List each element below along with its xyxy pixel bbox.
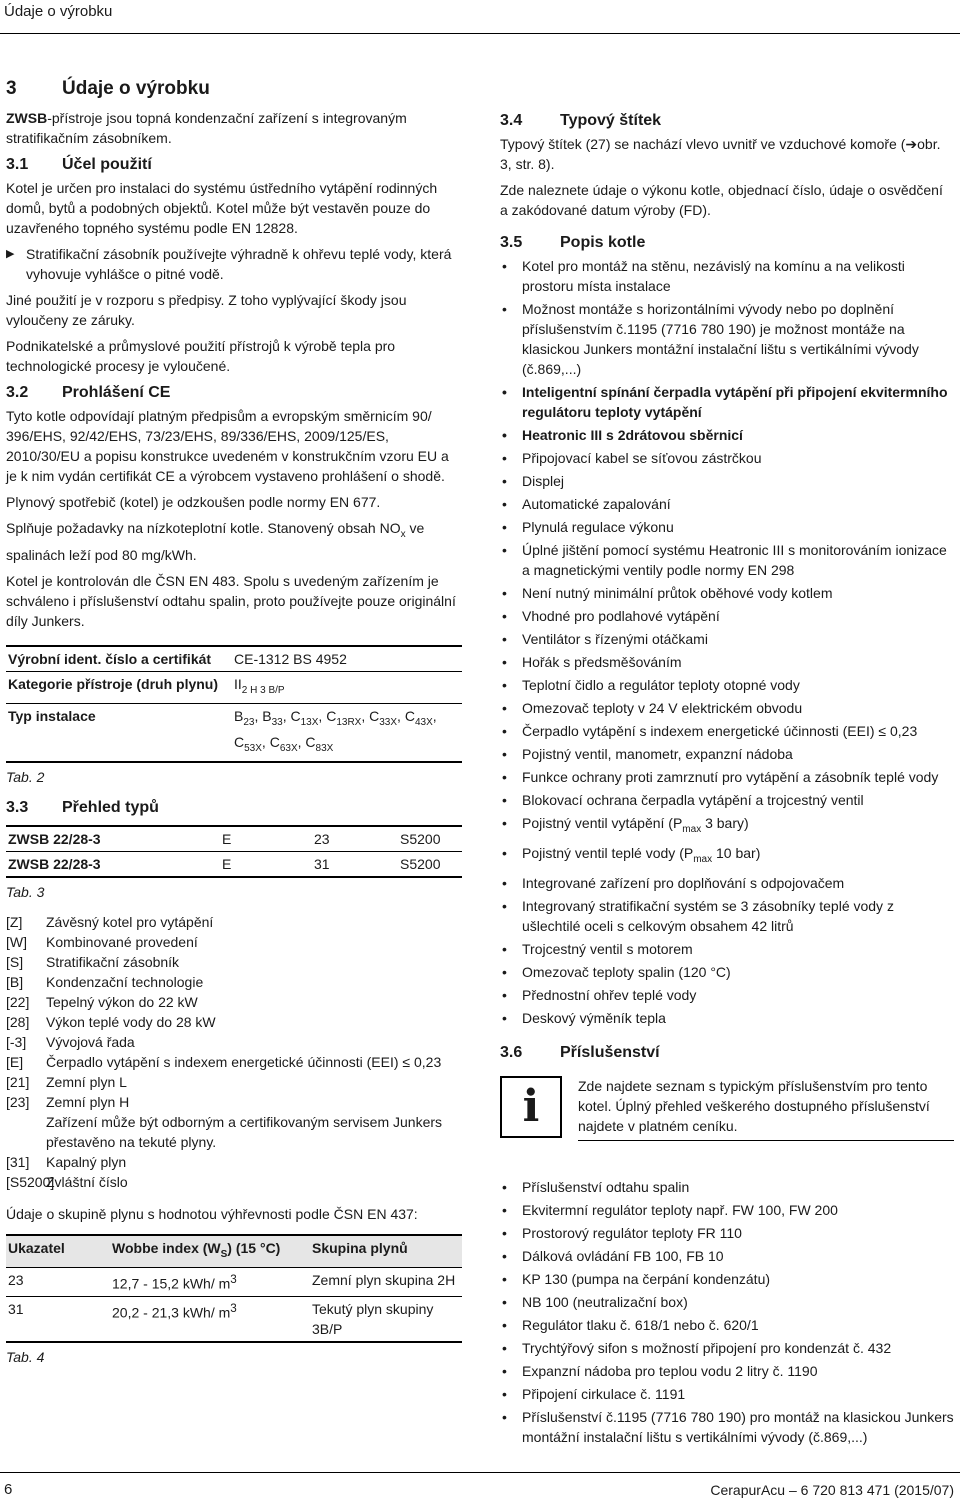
- section-3-4-heading: 3.4 Typový štítek: [500, 112, 662, 129]
- legend-item: [21] Zemní plyn L: [6, 1074, 127, 1091]
- installation-type: $B_{33}$: [262, 707, 283, 728]
- list-item: • Omezovač teploty v 24 V elektrickém obvodu: [500, 698, 954, 718]
- list-item: • Možnost montáže s horizontálními vývody nebo po doplnění příslušenstvím č.1195 (7716 780 190) je možnost montáže na klasickou Junkers montážní instalační lištu s vertikálními vývody (č.869,...): [500, 299, 954, 379]
- section-3-6-heading: 3.6 Příslušenství: [500, 1043, 660, 1061]
- list-item: • Příslušenství č.1195 (7716 780 190) pro montáž na klasickou Junkers montážní instalační lištu s vertikálními vývody (č.869,...): [500, 1407, 954, 1447]
- list-item: • Displej: [500, 471, 954, 491]
- legend-item: [28] Výkon teplé vody do 28 kW: [6, 1014, 216, 1031]
- list-item: • Automatické zapalování: [500, 494, 954, 514]
- s32-paragraph-2: Plynový spotřebič (kotel) je odzkoušen podle normy EN 677.: [6, 494, 381, 510]
- legend-item: [S] Stratifikační zásobník: [6, 954, 180, 971]
- installation-type: $C_{83X}$: [305, 734, 334, 755]
- left-column: [6, 76, 462, 1377]
- list-item: • Trychtýřový sifon s možností připojení pro kondenzát č. 432: [500, 1338, 954, 1358]
- list-item: • Pojistný ventil teplé vody ($P_{max}$ 10 bar): [500, 843, 954, 870]
- list-item: • Není nutný minimální průtok oběhové vody kotlem: [500, 583, 954, 603]
- table-header-row: Ukazatel Wobbe index $(W_S)$ (15 °C) Skupina plynů: [6, 1235, 462, 1267]
- type-legend: [6, 912, 462, 1192]
- installation-type: $C_{33X}$: [369, 707, 398, 728]
- table-row: 23 12,7 - 15,2 kWh/ $m^3$ Zemní plyn skupina 2H: [6, 1267, 462, 1296]
- s31-paragraph-3: Podnikatelské a průmyslové použití přístrojů k výrobě tepla pro technologické procesy je vyloučené.: [6, 338, 396, 374]
- table-3: [6, 825, 462, 878]
- info-icon: i: [500, 1076, 562, 1138]
- section-3-3-heading: 3.3 Přehled typů: [6, 799, 159, 817]
- list-item: • Prostorový regulátor teploty FR 110: [500, 1223, 954, 1243]
- installation-type: $C_{13RX}$: [326, 707, 362, 728]
- installation-type: $B_{23}$: [234, 707, 255, 728]
- section-3-heading: 3 Údaje o výrobku: [6, 78, 210, 99]
- table-row: 31 20,2 - 21,3 kWh/ $m^3$ Tekutý plyn skupiny 3B/P: [6, 1296, 462, 1342]
- list-item: • Kotel pro montáž na stěnu, nezávislý na komínu a na velikosti prostoru místa instalace: [500, 256, 954, 296]
- header-rule: [0, 33, 960, 34]
- list-item: • Regulátor tlaku č. 618/1 nebo č. 620/1: [500, 1315, 954, 1335]
- list-item: • Dálková ovládání FB 100, FB 10: [500, 1246, 954, 1266]
- installation-type: $C_{53X}$: [234, 734, 262, 755]
- list-item: • Integrované zařízení pro doplňování s odpojovačem: [500, 873, 954, 893]
- s31-instruction: ▶ Stratifikační zásobník používejte výhradně k ohřevu teplé vody, která vyhovuje vyhlášce o pitné vodě.: [6, 246, 452, 282]
- list-item: • Trojcestný ventil s motorem: [500, 939, 954, 959]
- list-item: • Připojení cirkulace č. 1191: [500, 1384, 954, 1404]
- legend-item: [W] Kombinované provedení: [6, 934, 198, 951]
- list-item: • Inteligentní spínání čerpadla vytápění při připojení ekvitermního regulátoru teploty vytápění: [500, 382, 954, 422]
- list-item: • Plynulá regulace výkonu: [500, 517, 954, 537]
- table-2-caption: Tab. 2: [6, 769, 45, 786]
- list-item: • Integrovaný stratifikační systém se 3 zásobníky teplé vody z ušlechtilé oceli s celkovým obsahem 42 litrů: [500, 896, 954, 936]
- list-item: • Úplné jištění pomocí systému Heatronic III s monitorováním ionizace a magnetickými ventily podle normy EN 298: [500, 540, 954, 580]
- s32-paragraph-4: Kotel je kontrolován dle ČSN EN 483. Spolu s uvedeným zařízením je schváleno i příslušenství odtahu spalin, proto používejte pouze originální díly Junkers.: [6, 572, 456, 629]
- boiler-features-list: [500, 256, 954, 1028]
- s31-paragraph-2: Jiné použití je v rozporu s předpisy. Z toho vyplývající škody jsou vyloučeny ze záruky.: [6, 292, 407, 328]
- list-item: • NB 100 (neutralizační box): [500, 1292, 954, 1312]
- table-4: [6, 1234, 462, 1342]
- list-item: • Deskový výměník tepla: [500, 1008, 954, 1028]
- list-item: • Omezovač teploty spalin (120 °C): [500, 962, 954, 982]
- table-row: ZWSB 22/28-3 E 31 S5200: [6, 852, 462, 878]
- list-item: • Blokovací ochrana čerpadla vytápění a trojcestný ventil: [500, 790, 954, 810]
- table-row: ZWSB 22/28-3 E 23 S5200: [6, 826, 462, 852]
- legend-item: [-3] Vývojová řada: [6, 1034, 135, 1051]
- info-note: [500, 1076, 954, 1141]
- section-3-2-heading: 3.2 Prohlášení CE: [6, 384, 171, 401]
- list-item: • Čerpadlo vytápění s indexem energetické účinnosti (EEI) ≤ 0,23: [500, 721, 954, 741]
- list-item: • KP 130 (pumpa na čerpání kondenzátu): [500, 1269, 954, 1289]
- legend-item: [B] Kondenzační technologie: [6, 974, 204, 991]
- s31-paragraph-1: Kotel je určen pro instalaci do systému ústředního vytápění rodinných domů, bytů a podobných objektů. Kotel může být vestavěn pouze do uzavřeného topného systému podle EN 12828.: [6, 180, 438, 236]
- list-item: • Přednostní ohřev teplé vody: [500, 985, 954, 1005]
- legend-item: [Z] Závěsný kotel pro vytápění: [6, 914, 214, 931]
- table-4-caption: Tab. 4: [6, 1348, 45, 1365]
- legend-item: Zařízení může být odborným a certifikovaným servisem Junkers přestavěno na tekuté plyny.: [46, 1114, 443, 1151]
- legend-item: [23] Zemní plyn H: [6, 1094, 130, 1111]
- accessories-list: [500, 1177, 954, 1447]
- list-item: • Ventilátor s řízenými otáčkami: [500, 629, 954, 649]
- list-item: • Pojistný ventil, manometr, expanzní nádoba: [500, 744, 954, 764]
- page-number: 6: [4, 1481, 13, 1498]
- gas-group-intro: Údaje o skupině plynu s hodnotou výhřevnosti podle ČSN EN 437:: [6, 1206, 418, 1223]
- table-2: [6, 645, 462, 763]
- table-3-caption: Tab. 3: [6, 884, 45, 901]
- list-item: • Hořák s předsměšováním: [500, 652, 954, 672]
- legend-item: [31] Kapalný plyn: [6, 1154, 127, 1171]
- legend-item: [S5200] Zvláštní číslo: [6, 1174, 128, 1191]
- list-item: • Připojovací kabel se síťovou zástrčkou: [500, 448, 954, 468]
- legend-item: [22] Tepelný výkon do 22 kW: [6, 994, 198, 1011]
- list-item: • Vhodné pro podlahové vytápění: [500, 606, 954, 626]
- list-item: • Pojistný ventil vytápění ($P_{max}$ 3 bary): [500, 813, 954, 840]
- s34-paragraph-1: Typový štítek (27) se nachází vlevo uvnitř ve vzduchové komoře (➔obr. 3, str. 8).: [500, 136, 941, 172]
- installation-types: $B_{23}$, $B_{33}$, $C_{13X}$, $C_{13RX}$, $C_{33X}$, $C_{43X}$, $C_{53X}$, $C_{63X}$, $C_{83X}$: [232, 703, 462, 762]
- list-item: • Ekvitermní regulátor teploty např. FW 100, FW 200: [500, 1200, 954, 1220]
- table-row: Výrobní ident. číslo a certifikát CE-1312 BS 4952: [6, 646, 462, 672]
- info-note-text: Zde najdete seznam s typickým příslušenstvím pro tento kotel. Úplný přehled veškerého dostupného příslušenství najdete v platném ceníku.: [578, 1076, 954, 1141]
- s34-paragraph-2: Zde naleznete údaje o výkonu kotle, objednací číslo, údaje o osvědčení a zakódované datum výroby (FD).: [500, 182, 943, 218]
- installation-type: $C_{43X}$: [404, 707, 433, 728]
- section-3-1-heading: 3.1 Účel použití: [6, 156, 152, 173]
- table-row: Kategorie přístroje (druh plynu) $II_{2 H 3 B/P}$: [6, 671, 462, 703]
- list-item: • Teplotní čidlo a regulátor teploty otopné vody: [500, 675, 954, 695]
- instruction-triangle-icon: ▶: [6, 248, 15, 260]
- document-number: CerapurAcu – 6 720 813 471 (2015/07): [710, 1482, 954, 1498]
- running-header: Údaje o výrobku: [4, 3, 113, 20]
- list-item: • Příslušenství odtahu spalin: [500, 1177, 954, 1197]
- list-item: • Funkce ochrany proti zamrznutí pro vytápění a zásobník teplé vody: [500, 767, 954, 787]
- s32-paragraph-1: Tyto kotle odpovídají platným předpisům a evropským směrnicím 90/ 396/EHS, 92/42/EHS, 73/23/EHS, 89/336/EHS, 2009/125/ES, 2010/30/EU a popisu konstrukce uvedeném v konstrukčním vzoru EU a je k nim vydán certifikát CE a výrobcem vystaveno prohlášení o shodě.: [6, 408, 449, 484]
- table-row: Typ instalace $B_{23}$, $B_{33}$, $C_{13X}$, $C_{13RX}$, $C_{33X}$, $C_{43X}$, $C_{53X}$, $C_{63X}$, $C_{83X}$: [6, 703, 462, 762]
- right-column: [500, 110, 954, 1457]
- legend-item: [E] Čerpadlo vytápění s indexem energetické účinnosti (EEI) ≤ 0,23: [6, 1054, 442, 1071]
- list-item: • Expanzní nádoba pro teplou vodu 2 litry č. 1190: [500, 1361, 954, 1381]
- installation-type: $C_{13X}$: [290, 707, 319, 728]
- footer-rule: [0, 1472, 960, 1473]
- s32-paragraph-3: Splňuje požadavky na nízkoteplotní kotle. Stanovený obsah $NO_x$ ve spalinách leží pod 80 mg/kWh.: [6, 520, 425, 563]
- list-item: • Heatronic III s 2drátovou sběrnicí: [500, 425, 954, 445]
- installation-type: $C_{63X}$: [269, 734, 298, 755]
- section-3-intro: ZWSB-přístroje jsou topná kondenzační zařízení s integrovaným stratifikačním zásobníkem.: [6, 110, 407, 146]
- section-3-5-heading: 3.5 Popis kotle: [500, 234, 646, 251]
